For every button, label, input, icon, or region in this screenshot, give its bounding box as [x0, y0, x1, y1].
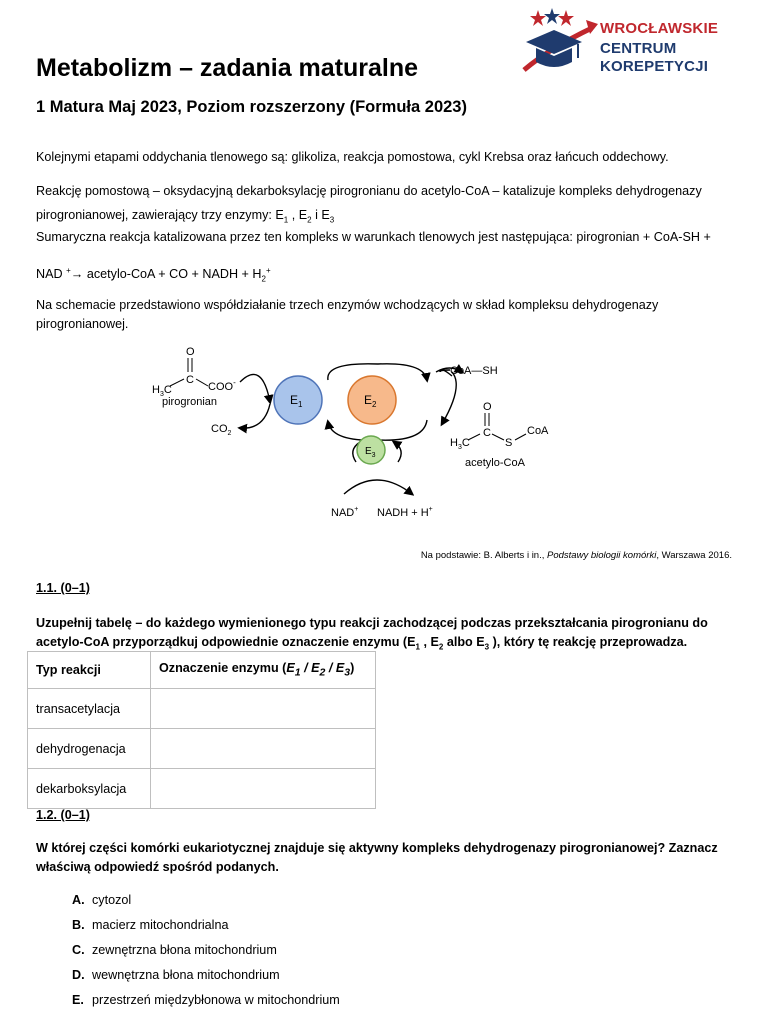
- svg-text:O: O: [186, 346, 195, 358]
- enzyme-e2: [348, 376, 396, 424]
- intro-paragraph-2-line1: Reakcję pomostową – oksydacyjną dekarboksylację pirogronianu do acetylo-CoA – katalizuje kompleks dehydrogenazy: [36, 184, 702, 198]
- svg-text:S: S: [505, 437, 513, 449]
- acetyl-coa-label: acetylo-CoA: [465, 457, 525, 469]
- enzyme-answer-cell[interactable]: [151, 689, 376, 729]
- intro-paragraph-4-line2: pirogronianowej.: [36, 317, 129, 331]
- enzyme-answer-cell[interactable]: [151, 769, 376, 809]
- enzyme-e1: [274, 376, 322, 424]
- svg-text:E3: $E_3$: [365, 446, 376, 459]
- page-subtitle: 1 Matura Maj 2023, Poziom rozszerzony (Formuła 2023): [36, 98, 467, 116]
- reaction-type-cell: transacetylacja: [28, 689, 151, 729]
- intro-paragraph-2-line2: pirogronianowej, zawierający trzy enzymy: $E_1$ , $E_2$ i $E_3$: [36, 208, 335, 225]
- svg-text:C: C: [186, 374, 194, 386]
- logo-graduation-cap-icon: [520, 8, 600, 80]
- reaction-type-cell: dekarboksylacja: [28, 769, 151, 809]
- answer-option-e[interactable]: E. przestrzeń międzybłonowa w mitochondrium: [72, 993, 340, 1007]
- pyruvate-label: pirogronian: [162, 396, 218, 408]
- page-title: Metabolizm – zadania maturalne: [36, 54, 419, 82]
- svg-text:H3C: $H_3C$: [152, 384, 172, 398]
- svg-text:E2: $E_2$: [364, 393, 377, 409]
- coash-label: CoA—SH: [450, 365, 498, 377]
- table-row: [28, 689, 376, 729]
- table-header-row: [28, 652, 376, 689]
- table-row: [28, 729, 376, 769]
- logo: [520, 8, 756, 80]
- enzyme-complex-diagram: [140, 342, 560, 532]
- reaction-equation: NAD +→ acetylo-CoA + CO + NADH + $H_2^+$: [36, 266, 271, 284]
- reaction-type-cell: dehydrogenacja: [28, 729, 151, 769]
- logo-line3: KOREPETYCJI: [600, 58, 709, 75]
- answer-option-c[interactable]: C. zewnętrzna błona mitochondrium: [72, 943, 277, 957]
- svg-text:E1: $E_1$: [290, 393, 303, 409]
- source-citation: Na podstawie: B. Alberts i in., Podstawy biologii komórki, Warszawa 2016.: [420, 550, 732, 561]
- intro-paragraph-1: Kolejnymi etapami oddychania tlenowego są: glikoliza, reakcja pomostowa, cykl Krebsa oraz łańcuch oddechowy.: [36, 150, 669, 164]
- enzyme-answer-cell[interactable]: [151, 729, 376, 769]
- intro-paragraph-4-line1: Na schemacie przedstawiono współdziałanie trzech enzymów wchodzących w skład kompleksu dehydrogenazy: [36, 298, 659, 312]
- svg-text:CoA: CoA: [527, 425, 549, 437]
- svg-text:H3C: $H_3C$: [450, 437, 470, 451]
- logo-line1: WROCŁAWSKIE: [600, 20, 719, 37]
- answer-option-a[interactable]: A. cytozol: [72, 893, 132, 907]
- table-header-enzyme: Oznaczenie enzymu $(E_1 / E_2 / E_3)$: [151, 652, 376, 689]
- svg-text:COO-: COO-: [208, 378, 236, 393]
- table-row: [28, 769, 376, 809]
- svg-text:O: O: [483, 401, 492, 413]
- answer-option-d[interactable]: D. wewnętrzna błona mitochondrium: [72, 968, 280, 982]
- table-header-reaction-type: Typ reakcji: [28, 652, 151, 689]
- enzyme-e3: [357, 436, 385, 464]
- logo-line2: CENTRUM: [600, 40, 677, 57]
- task-1-2-instruction: W której części komórki eukariotycznej znajduje się aktywny kompleks dehydrogenazy pirogronianowej? Zaznacz właściwą odpowiedź spośród podanych.: [36, 841, 718, 874]
- task-1-1-instruction: Uzupełnij tabelę – do każdego wymienionego typu reakcji zachodzącej podczas przekształcania pirogronianu do acetylo-CoA przyporządkuj odpowiednie oznaczenie enzymu ($E_1$ , $E_2$ albo $E_3$ ), który tę reakcję przeprowadza.: [36, 616, 708, 652]
- acetyl-coa-structure: [450, 401, 549, 469]
- nad-label: NAD+: [331, 506, 359, 519]
- task-1-1-heading: 1.1. (0–1): [36, 581, 90, 595]
- co2-label: $CO_2$: [211, 423, 232, 437]
- svg-text:C: C: [483, 427, 491, 439]
- reaction-summary-line: Sumaryczna reakcja katalizowana przez ten kompleks w warunkach tlenowych jest następująca: pirogronian + CoA-SH +: [36, 230, 711, 244]
- answer-table: [27, 651, 376, 809]
- nadh-label: NADH + H+: [377, 506, 433, 519]
- pyruvate-structure: [152, 346, 236, 408]
- answer-option-b[interactable]: B. macierz mitochondrialna: [72, 918, 229, 932]
- task-1-2-heading: 1.2. (0–1): [36, 808, 90, 822]
